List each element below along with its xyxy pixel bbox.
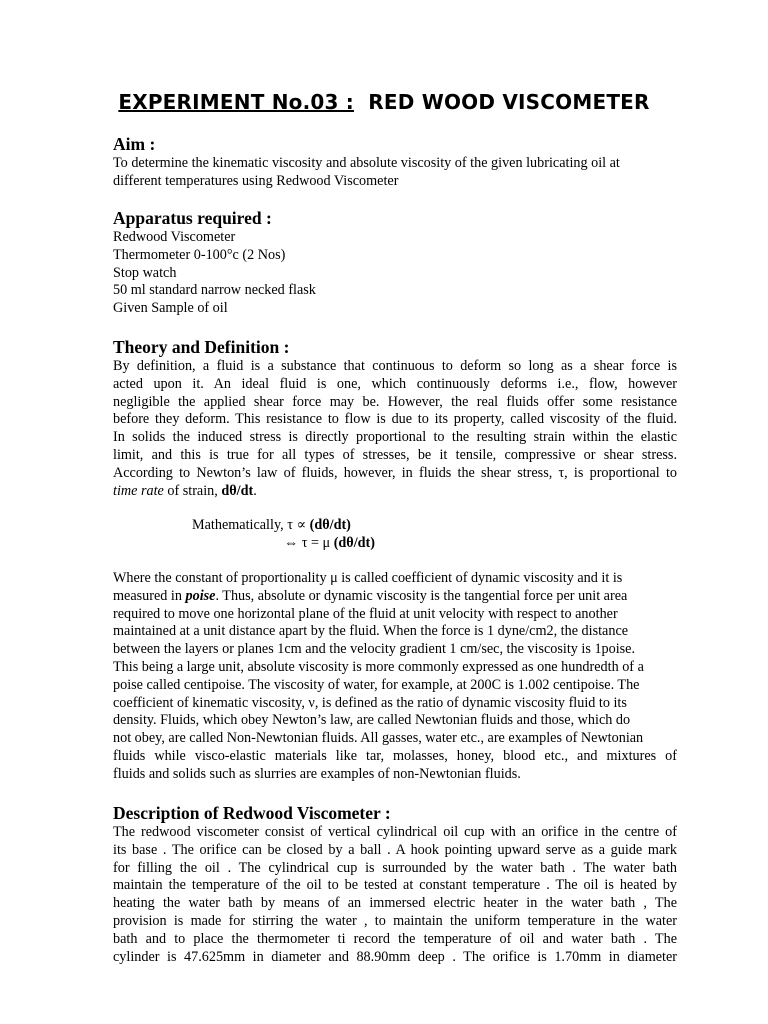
viscosity-line-poise [113,588,677,606]
description-line: provision is made for stirring the water , to maintain the uniform temperature in the water [113,912,677,929]
apparatus-heading: Apparatus required : [113,208,272,228]
viscosity-line: fluids while visco-elastic materials like tar, molasses, honey, blood etc., and mixtures of [113,747,677,764]
math-equation-text: ⇔ τ = μ [284,535,334,551]
title-experiment-name: RED WOOD VISCOMETER [368,90,650,114]
viscosity-line: density. Fluids, which obey Newton’s law, are called Newtonian fluids and those, which do [113,712,631,729]
description-line: its base . The orifice can be closed by a ball . A hook pointing upward serve as a guide mark [113,841,677,858]
viscosity-line: coefficient of kinematic viscosity, ν, is defined as the ratio of dynamic viscosity fluid to its [113,694,627,711]
description-section [113,802,677,966]
aim-section [113,133,677,191]
theory-line: limit, and this is true for all types of stresses, be it tensile, compressive or shear stress. [113,446,677,463]
viscosity-line: Where the constant of proportionality μ is called coefficient of dynamic viscosity and it is [113,570,623,586]
theory-paragraph [113,358,677,500]
apparatus-section [113,207,677,318]
theory-of-strain: of strain, [163,482,222,499]
apparatus-item: Stop watch [113,264,177,281]
viscosity-line: not obey, are called Non-Newtonian fluids. All gasses, water etc., are examples of Newtonian [113,730,644,747]
aim-line: To determine the kinematic viscosity and absolute viscosity of the given lubricating oil at [113,155,620,171]
apparatus-list [113,229,677,318]
math-proportional-text: Mathematically, τ ∝ [192,517,310,533]
title-experiment-number: EXPERIMENT No.03 : [118,90,354,114]
math-equation-expr: (dθ/dt) [333,535,375,551]
theory-line: By definition, a fluid is a substance that continuous to deform so long as a shear force is [113,358,677,374]
viscosity-line: required to move one horizontal plane of the fluid at unit velocity with respect to another [113,605,618,622]
theory-section [113,336,677,500]
apparatus-item: Given Sample of oil [113,300,228,317]
theory-line: According to Newton’s law of fluids, however, in fluids the shear stress, τ, is proportional to [113,464,677,481]
theory-line-last [113,483,677,501]
aim-heading: Aim : [113,134,156,154]
aim-text [113,155,677,191]
viscosity-paragraph [113,570,677,784]
viscosity-line: maintained at a unit distance apart by the fluid. When the force is 1 dyne/cm2, the distance [113,623,629,640]
description-line: heating the water bath by means of an immersed electric heater in the water bath , The [113,895,677,912]
theory-line: negligible the applied shear force may be. However, the real fluids offer some resistance [113,393,677,410]
viscosity-line-rest: . Thus, absolute or dynamic viscosity is the tangential force per unit area [215,587,628,604]
theory-line: In solids the induced stress is directly proportional to the resulting strain within the elastic [113,429,677,446]
math-proportional [192,517,351,535]
description-line: for filling the oil . The cylindrical cup is surrounded by the water bath . The water bath [113,859,677,876]
theory-line: before they deform. This resistance to flow is due to its property, called viscosity of the fluid. [113,411,677,428]
description-line: cylinder is 47.625mm in diameter and 88.90mm deep . The orifice is 1.70mm in diameter [113,948,677,965]
poise-term: poise [185,587,216,604]
theory-time-rate: time rate [113,482,164,499]
viscosity-line: fluids and solids such as slurries are examples of non-Newtonian fluids. [113,765,521,782]
theory-line: acted upon it. An ideal fluid is one, which continuously deforms i.e., flow, however [113,375,677,392]
aim-line: different temperatures using Redwood Viscometer [113,172,399,189]
description-line: bath and to place the thermometer ti record the temperature of oil and water bath . The [113,930,677,947]
description-line: maintain the temperature of the oil to be tested at constant temperature . The oil is heated by [113,877,677,894]
description-paragraph [113,824,677,966]
math-proportional-expr: (dθ/dt) [309,517,351,533]
math-equation [284,535,375,553]
theory-period: . [253,482,257,499]
theory-derivative: dθ/dt [221,482,254,499]
page-title [0,90,768,114]
description-heading: Description of Redwood Viscometer : [113,803,391,823]
description-line: The redwood viscometer consist of vertical cylindrical oil cup with an orifice in the centre of [113,824,677,840]
apparatus-item: Redwood Viscometer [113,229,236,245]
theory-heading: Theory and Definition : [113,337,290,357]
viscosity-line: between the layers or planes 1cm and the velocity gradient 1 cm/sec, the viscosity is 1poise. [113,641,636,658]
apparatus-item: Thermometer 0-100°c (2 Nos) [113,246,286,263]
viscosity-line: poise called centipoise. The viscosity of water, for example, at 200C is 1.002 centipoise. The [113,676,640,693]
apparatus-item: 50 ml standard narrow necked flask [113,282,316,299]
viscosity-line: This being a large unit, absolute viscosity is more commonly expressed as one hundredth of a [113,658,644,675]
viscosity-measured-in: measured in [113,587,186,604]
